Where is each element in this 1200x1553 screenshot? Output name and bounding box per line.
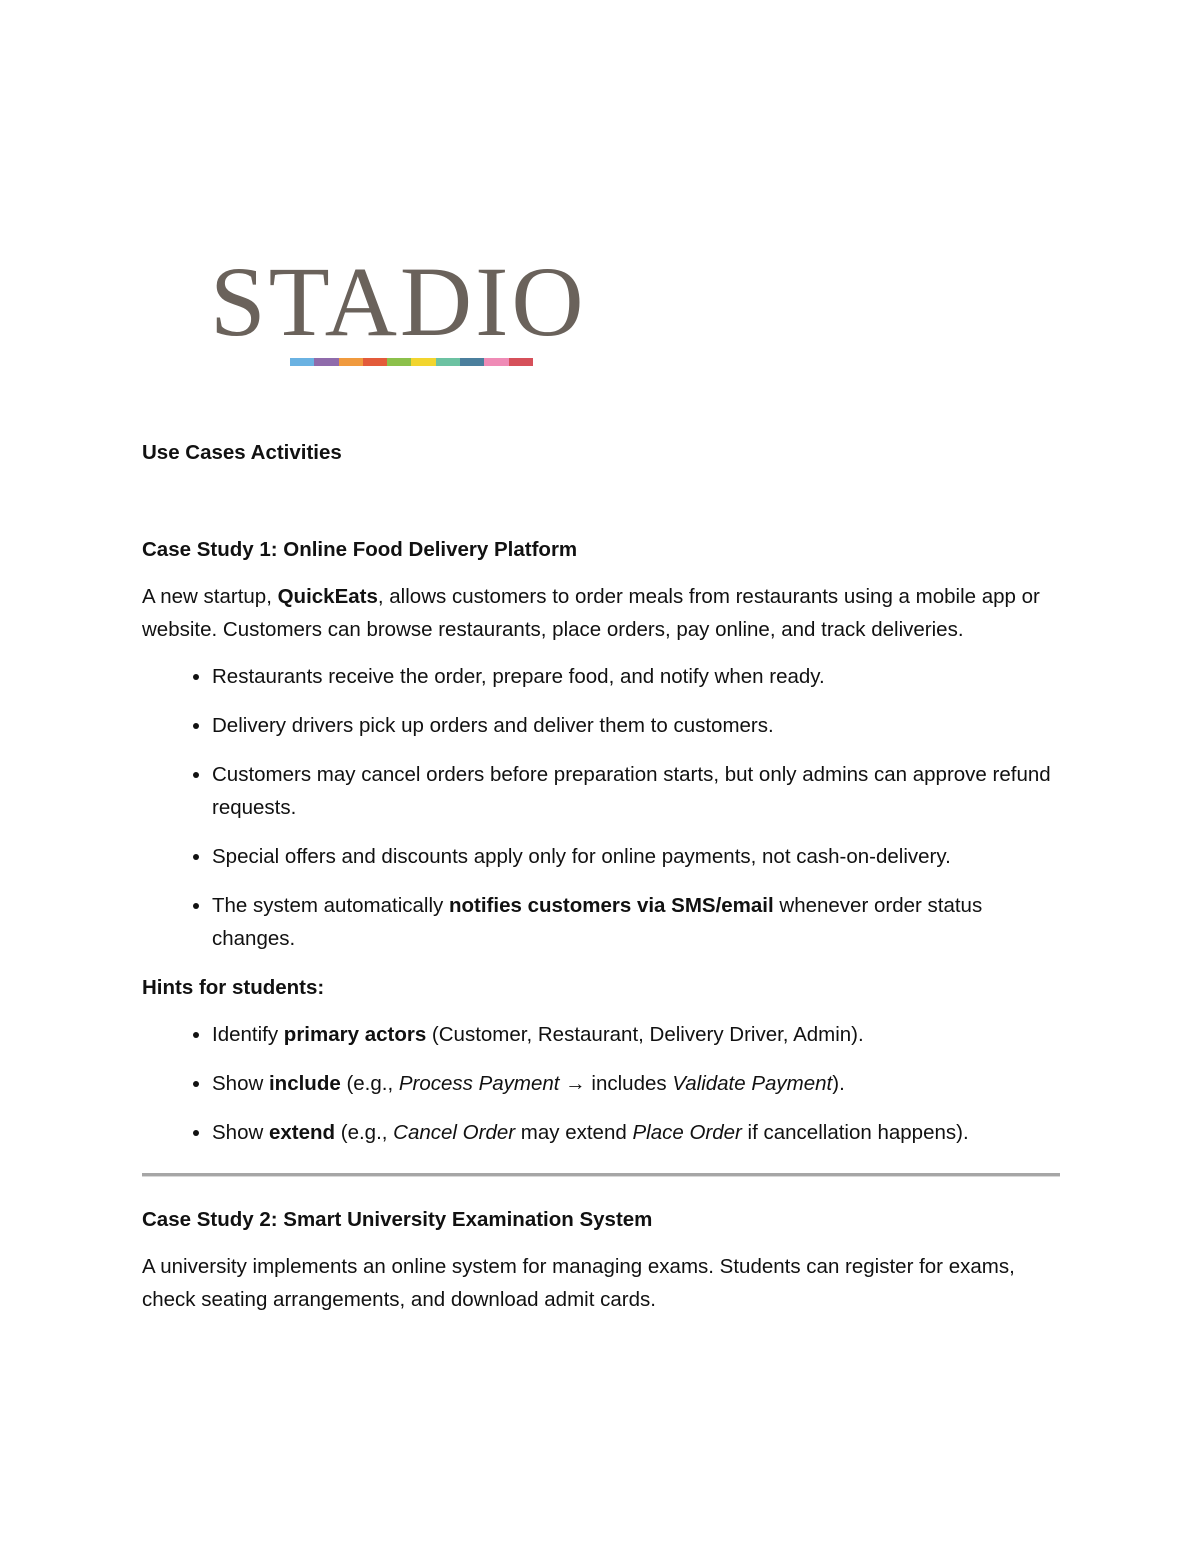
logo-bar-segment [484, 358, 508, 366]
case-study-1-heading: Case Study 1: Online Food Delivery Platform [142, 538, 578, 561]
logo-bar-segment [436, 358, 460, 366]
document-title: Use Cases Activities [142, 441, 342, 464]
list-item: • Customers may cancel orders before preparation starts, but only admins can approve refund requests. [212, 758, 1062, 824]
hint-bold-text: extend [268, 1121, 336, 1144]
hint-italic-text: Validate Payment [672, 1072, 833, 1095]
hint-bold-text: include [268, 1072, 341, 1095]
section-divider [142, 1173, 1060, 1177]
hint-italic-text: Cancel Order [393, 1121, 516, 1144]
hint-text: Show [212, 1072, 269, 1095]
list-item: • Delivery drivers pick up orders and deliver them to customers. [212, 709, 1062, 742]
hints-heading: Hints for students: [142, 976, 325, 999]
logo-wordmark: STADIO [210, 246, 587, 357]
document-body [142, 436, 1062, 1330]
hint-text: (Customer, Restaurant, Delivery Driver, Admin). [426, 1023, 864, 1046]
hint-text: → includes [559, 1072, 673, 1095]
logo-bar-segment [314, 358, 338, 366]
hint-text: (e.g., [340, 1072, 399, 1095]
hint-text: may extend [515, 1121, 633, 1144]
intro-text: A new startup, [142, 585, 278, 608]
bullet-text: whenever order status changes. [212, 894, 983, 950]
list-item [212, 1018, 1062, 1051]
company-name: QuickEats [277, 585, 378, 608]
logo-bar-segment [509, 358, 533, 366]
list-item: • Special offers and discounts apply only for online payments, not cash-on-delivery. [212, 840, 1062, 873]
logo-bar-segment [411, 358, 435, 366]
bullet-bold-text: notifies customers via SMS/email [448, 894, 774, 917]
case-study-2-heading: Case Study 2: Smart University Examination System [142, 1208, 653, 1231]
hint-text: (e.g., [335, 1121, 394, 1144]
logo-color-bar [290, 358, 533, 366]
list-item [212, 889, 1062, 955]
hint-text: Identify [212, 1023, 284, 1046]
intro-text: , allows customers to order meals from restaurants using a mobile app or website. Customers can browse restaurants, place orders, pay online, and track deliveries. [142, 585, 1040, 641]
hint-text: ). [832, 1072, 845, 1095]
case-study-2-intro: A university implements an online system for managing exams. Students can register for exams, check seating arrangements, and download admit cards. [142, 1255, 1015, 1311]
case-study-1-intro [142, 580, 1062, 646]
list-item [212, 1067, 1062, 1100]
hint-text: if cancellation happens). [741, 1121, 969, 1144]
case-study-1-requirements [142, 660, 1062, 955]
bullet-text: The system automatically [212, 894, 449, 917]
hints-list [142, 1018, 1062, 1149]
hint-text: Show [212, 1121, 269, 1144]
hint-italic-text: Process Payment [398, 1072, 560, 1095]
logo-bar-segment [460, 358, 484, 366]
hint-italic-text: Place Order [632, 1121, 742, 1144]
logo-bar-segment [339, 358, 363, 366]
list-item: • Restaurants receive the order, prepare food, and notify when ready. [212, 660, 1062, 693]
stadio-logo [210, 246, 630, 357]
logo-bar-segment [387, 358, 411, 366]
logo-bar-segment [290, 358, 314, 366]
list-item [212, 1116, 1062, 1149]
logo-bar-segment [363, 358, 387, 366]
hint-bold-text: primary actors [283, 1023, 427, 1046]
